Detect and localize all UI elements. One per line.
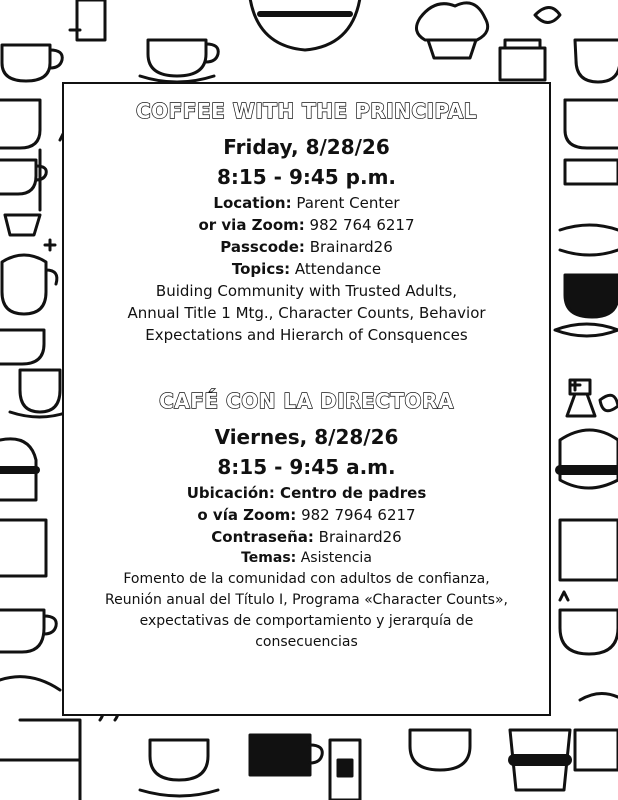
- spanish-location: Ubicación: Centro de padres: [186, 484, 427, 502]
- kettle-icon: [250, 0, 360, 50]
- cup-icon: [0, 330, 44, 364]
- spanish-topics-line: Fomento de la comunidad con adultos de confianza,: [123, 571, 490, 587]
- jar-icon: [500, 40, 545, 80]
- cup-icon: [0, 610, 56, 652]
- glass-icon: [510, 730, 570, 790]
- cup-icon: [575, 40, 618, 82]
- leaf-icon: [535, 8, 560, 23]
- grinder-icon: [330, 740, 360, 800]
- spanish-topics-line: Reunión anual del Título I, Programa «Character Counts»,: [105, 592, 508, 608]
- english-topics-line: Expectations and Hierarch of Consquences: [145, 326, 468, 344]
- spanish-date: Viernes, 8/28/26: [214, 425, 399, 449]
- spanish-time: 8:15 - 9:45 a.m.: [217, 455, 396, 479]
- flyer-panel: [62, 82, 551, 716]
- cup-icon: [575, 730, 618, 770]
- spanish-topics-line: expectativas de comportamiento y jerarquía de: [139, 613, 474, 629]
- coffee-pot-icon: [0, 720, 80, 800]
- english-heading: COFFEE WITH THE PRINCIPAL: [135, 99, 478, 123]
- cup-icon: [140, 740, 218, 796]
- english-zoom: or via Zoom: 982 764 6217: [198, 216, 415, 234]
- english-topics-line: Buiding Community with Trusted Adults,: [155, 282, 458, 300]
- english-topics-line: Annual Title 1 Mtg., Character Counts, Behavior: [127, 304, 486, 322]
- spanish-topics-line: consecuencias: [255, 634, 358, 650]
- cup-icon: [410, 730, 470, 770]
- sparkle-icon: [560, 380, 580, 600]
- kettle-icon: [560, 430, 618, 488]
- cup-icon: [565, 160, 618, 184]
- pot-icon: [0, 100, 40, 148]
- spanish-heading: CAFÉ CON LA DIRECTORA: [159, 389, 454, 413]
- spanish-zoom: o vía Zoom: 982 7964 6217: [197, 506, 416, 524]
- cupcake-icon: [416, 3, 487, 58]
- cafetiere-icon: [70, 0, 105, 40]
- cup-icon: [560, 610, 618, 654]
- leaf-icon: [600, 395, 618, 411]
- kettle-icon: [0, 439, 36, 500]
- english-passcode: Passcode: Brainard26: [220, 238, 393, 256]
- cup-icon: [565, 275, 618, 317]
- english-date: Friday, 8/28/26: [223, 135, 390, 159]
- cup-icon: [250, 735, 322, 775]
- cup-icon: [140, 40, 218, 82]
- croissant-icon: [580, 693, 618, 700]
- jar-icon: [0, 520, 46, 576]
- croissant-icon: [0, 677, 60, 690]
- english-location: Location: Parent Center: [213, 194, 400, 212]
- english-time: 8:15 - 9:45 p.m.: [216, 165, 397, 189]
- teapot-icon: [2, 255, 57, 314]
- plate-icon: [555, 324, 618, 336]
- plate-icon: [560, 225, 618, 255]
- jar-icon: [560, 520, 618, 580]
- cup-icon: [565, 100, 618, 148]
- cup-icon: [2, 45, 62, 81]
- spanish-passcode: Contraseña: Brainard26: [211, 528, 402, 546]
- english-topics: Topics: Attendance: [231, 260, 382, 278]
- spanish-topics: Temas: Asistencia: [241, 550, 372, 566]
- cup-icon: [10, 370, 68, 417]
